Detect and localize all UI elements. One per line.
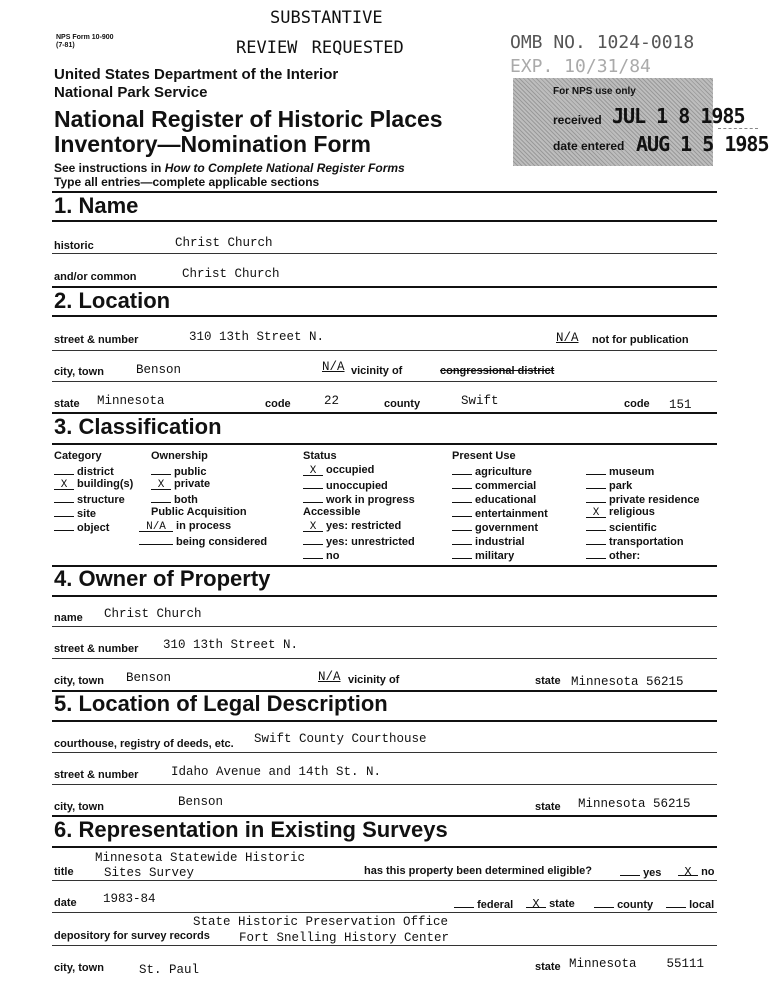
section-2-heading: 2. Location: [54, 288, 171, 313]
survey-date-label: date: [54, 897, 77, 909]
legal-city-label: city, town: [54, 801, 104, 813]
received-date: JUL 1 8 1985: [612, 104, 745, 128]
option-label: park: [606, 480, 633, 492]
field-line: [52, 658, 717, 659]
classification-option[interactable]: [303, 548, 340, 562]
street-field[interactable]: 310 13th Street N.: [189, 330, 325, 344]
vicinity-label: vicinity of: [351, 365, 403, 377]
option-label: yes: unrestricted: [323, 536, 415, 548]
state-label: state: [54, 398, 80, 410]
classification-option[interactable]: [303, 520, 401, 532]
received-label: received: [553, 113, 602, 127]
classification-option[interactable]: [139, 534, 267, 548]
section-rule: [52, 191, 717, 193]
survey-date-field[interactable]: 1983-84: [103, 892, 156, 906]
checkbox-blank: [586, 492, 606, 503]
option-label: educational: [472, 494, 537, 506]
checkbox-blank: X: [54, 479, 74, 490]
classification-option[interactable]: [303, 464, 374, 476]
legal-state-field[interactable]: Minnesota 56215: [578, 797, 691, 811]
classification-option[interactable]: [151, 464, 206, 478]
present-use-heading: Present Use: [452, 450, 516, 462]
checkbox-blank: [586, 464, 606, 475]
classification-option[interactable]: [54, 506, 96, 520]
date-entered-label: date entered: [553, 139, 625, 153]
courthouse-label: courthouse, registry of deeds, etc.: [54, 738, 234, 750]
category-heading: Category: [54, 450, 102, 462]
classification-option[interactable]: [54, 464, 114, 478]
instructions: See instructions in How to Complete National Register Forms: [54, 161, 405, 175]
checkbox-blank: [303, 492, 323, 503]
county-blank: [594, 897, 614, 908]
state-blank: X: [526, 897, 546, 908]
option-label: religious: [606, 506, 655, 518]
section-5-heading: 5. Location of Legal Description: [54, 691, 388, 716]
classification-option[interactable]: [303, 478, 388, 492]
checkbox-blank: [303, 548, 323, 559]
review-requested-stamp: REVIEW REQUESTED: [236, 38, 404, 58]
common-label: and/or common: [54, 271, 137, 283]
county-code-label: code: [624, 398, 650, 410]
state-code-field[interactable]: 22: [324, 394, 340, 408]
survey-city-label: city, town: [54, 962, 104, 974]
classification-option[interactable]: [54, 478, 133, 490]
owner-city-label: city, town: [54, 675, 104, 687]
state-field[interactable]: Minnesota: [97, 394, 165, 408]
owner-vicinity-mark[interactable]: N/A: [318, 670, 341, 684]
classification-option[interactable]: [452, 464, 532, 478]
field-line: [52, 350, 717, 351]
checkbox-blank: [303, 534, 323, 545]
status-heading: Status: [303, 450, 337, 462]
section-rule: [52, 315, 717, 317]
section-rule: [52, 720, 717, 722]
classification-option[interactable]: [586, 478, 632, 492]
option-label: unoccupied: [323, 480, 388, 492]
classification-option[interactable]: [586, 534, 684, 548]
form-title: National Register of Historic Places: [54, 106, 443, 132]
option-label: in process: [173, 520, 232, 532]
county-field[interactable]: Swift: [461, 394, 499, 408]
field-line: [52, 784, 717, 785]
agency-name: National Park Service: [54, 84, 208, 101]
margin-mark: [718, 128, 758, 129]
option-label: military: [472, 550, 515, 562]
local-option[interactable]: local: [666, 897, 714, 911]
option-label: other:: [606, 550, 641, 562]
section-rule: [52, 443, 717, 445]
field-line: [52, 945, 717, 946]
checkbox-blank: [586, 534, 606, 545]
classification-option[interactable]: [452, 506, 548, 520]
classification-option[interactable]: [452, 548, 514, 562]
checkbox-blank: [452, 520, 472, 531]
not-for-publication-label: not for publication: [592, 334, 689, 346]
legal-street-field[interactable]: Idaho Avenue and 14th St. N.: [171, 765, 382, 779]
city-field[interactable]: Benson: [136, 363, 182, 377]
classification-option[interactable]: [54, 520, 109, 534]
checkbox-blank: [54, 492, 74, 503]
public-acquisition-heading: Public Acquisition: [151, 506, 247, 518]
checkbox-blank: X: [151, 479, 171, 490]
historic-field[interactable]: Christ Church: [175, 236, 273, 250]
legal-city-field[interactable]: Benson: [178, 795, 224, 809]
classification-option[interactable]: [151, 478, 210, 490]
option-label: building(s): [74, 478, 134, 490]
classification-option[interactable]: [54, 492, 125, 506]
historic-label: historic: [54, 240, 94, 252]
legal-street-label: street & number: [54, 769, 139, 781]
option-label: site: [74, 508, 97, 520]
eligible-question: has this property been determined eligible?: [364, 865, 592, 877]
courthouse-field[interactable]: Swift County Courthouse: [254, 732, 427, 746]
checkbox-blank: N/A: [139, 521, 173, 532]
checkbox-blank: [452, 478, 472, 489]
section-6-heading: 6. Representation in Existing Surveys: [54, 817, 448, 842]
substantive-stamp: SUBSTANTIVE: [270, 8, 383, 28]
section-rule: [52, 595, 717, 597]
local-blank: [666, 897, 686, 908]
classification-option[interactable]: [586, 548, 640, 562]
option-label: being considered: [173, 536, 268, 548]
owner-name-label: name: [54, 612, 83, 624]
depository-label: depository for survey records: [54, 930, 210, 942]
classification-option[interactable]: [586, 492, 700, 506]
survey-title-label: title: [54, 866, 74, 878]
classification-option[interactable]: [303, 534, 415, 548]
form-subtitle: Inventory—Nomination Form: [54, 131, 371, 157]
owner-street-field[interactable]: 310 13th Street N.: [163, 638, 299, 652]
option-label: no: [323, 550, 340, 562]
option-label: commercial: [472, 480, 537, 492]
street-label: street & number: [54, 334, 139, 346]
option-label: public: [171, 466, 207, 478]
type-all-entries: Type all entries—complete applicable sections: [54, 175, 320, 189]
checkbox-blank: [303, 478, 323, 489]
not-for-publication-mark[interactable]: N/A: [556, 331, 579, 345]
option-label: object: [74, 522, 110, 534]
section-3-heading: 3. Classification: [54, 414, 222, 439]
option-label: district: [74, 466, 114, 478]
survey-state-field[interactable]: Minnesota 55111: [569, 957, 705, 971]
survey-state-label: state: [535, 961, 561, 973]
classification-option[interactable]: [452, 520, 538, 534]
checkbox-blank: X: [586, 507, 606, 518]
checkbox-blank: [586, 548, 606, 559]
classification-option[interactable]: [452, 534, 525, 548]
ownership-heading: Ownership: [151, 450, 208, 462]
checkbox-blank: [54, 464, 74, 475]
option-label: scientific: [606, 522, 657, 534]
checkbox-blank: [452, 464, 472, 475]
depository-line-1[interactable]: State Historic Preservation Office: [193, 915, 449, 929]
survey-title-line-2[interactable]: Sites Survey: [104, 866, 195, 880]
option-label: entertainment: [472, 508, 548, 520]
county-label: county: [384, 398, 421, 410]
option-label: transportation: [606, 536, 684, 548]
eligible-yes[interactable]: yes: [620, 865, 661, 879]
option-label: private residence: [606, 494, 700, 506]
eligible-no[interactable]: X no: [678, 865, 715, 878]
owner-name-field[interactable]: Christ Church: [104, 607, 202, 621]
section-rule: [52, 846, 717, 848]
checkbox-blank: X: [303, 465, 323, 476]
owner-vicinity-label: vicinity of: [348, 674, 400, 686]
checkbox-blank: [54, 520, 74, 531]
field-line: [52, 381, 717, 382]
checkbox-blank: [151, 464, 171, 475]
classification-option[interactable]: [586, 520, 657, 534]
congressional-district-label: congressional district: [440, 365, 555, 377]
classification-option[interactable]: [303, 492, 415, 506]
classification-option[interactable]: [139, 520, 231, 532]
nps-use-label: For NPS use only: [553, 86, 636, 97]
form-number: NPS Form 10-900 (7-81): [56, 34, 114, 49]
survey-city-field[interactable]: St. Paul: [139, 963, 200, 977]
checkbox-blank: [54, 506, 74, 517]
checkbox-blank: [452, 492, 472, 503]
field-line: [52, 880, 717, 881]
option-label: structure: [74, 494, 125, 506]
owner-state-field[interactable]: Minnesota 56215: [571, 675, 684, 689]
vicinity-mark[interactable]: N/A: [322, 360, 345, 374]
omb-number: OMB NO. 1024-0018: [510, 32, 695, 53]
classification-option[interactable]: [586, 464, 654, 478]
checkbox-blank: [586, 478, 606, 489]
no-blank: X: [678, 865, 698, 876]
option-label: government: [472, 522, 539, 534]
classification-option[interactable]: [452, 478, 536, 492]
owner-street-label: street & number: [54, 643, 139, 655]
field-line: [52, 752, 717, 753]
city-label: city, town: [54, 366, 104, 378]
accessible-heading: Accessible: [303, 506, 361, 518]
legal-state-label: state: [535, 801, 561, 813]
federal-blank: [454, 897, 474, 908]
option-label: museum: [606, 466, 655, 478]
checkbox-blank: [586, 520, 606, 531]
field-line: [52, 626, 717, 627]
section-rule: [52, 220, 717, 222]
field-line: [52, 253, 717, 254]
section-4-heading: 4. Owner of Property: [54, 566, 271, 591]
checkbox-blank: [452, 534, 472, 545]
classification-option[interactable]: [586, 506, 655, 518]
yes-blank: [620, 865, 640, 876]
option-label: yes: restricted: [323, 520, 402, 532]
checkbox-blank: [452, 506, 472, 517]
depository-line-2[interactable]: Fort Snelling History Center: [239, 931, 450, 945]
option-label: agriculture: [472, 466, 532, 478]
state-option[interactable]: X state: [526, 897, 575, 910]
department-name: United States Department of the Interior: [54, 66, 339, 83]
section-1-heading: 1. Name: [54, 193, 139, 218]
survey-title-line-1[interactable]: Minnesota Statewide Historic: [95, 851, 306, 865]
federal-option[interactable]: federal: [454, 897, 513, 911]
county-code-field[interactable]: 151: [669, 398, 692, 412]
state-code-label: code: [265, 398, 291, 410]
checkbox-blank: [452, 548, 472, 559]
option-label: work in progress: [323, 494, 415, 506]
option-label: private: [171, 478, 211, 490]
omb-expiration: EXP. 10/31/84: [510, 56, 651, 77]
checkbox-blank: X: [303, 521, 323, 532]
common-name-field[interactable]: Christ Church: [182, 267, 280, 281]
checkbox-blank: [151, 492, 171, 503]
owner-city-field[interactable]: Benson: [126, 671, 172, 685]
option-label: industrial: [472, 536, 525, 548]
classification-option[interactable]: [452, 492, 536, 506]
county-option[interactable]: county: [594, 897, 653, 911]
option-label: occupied: [323, 464, 375, 476]
option-label: both: [171, 494, 198, 506]
field-line: [52, 912, 717, 913]
classification-option[interactable]: [151, 492, 198, 506]
checkbox-blank: [139, 534, 173, 545]
owner-state-label: state: [535, 675, 561, 687]
date-entered-value: AUG 1 5 1985: [636, 132, 769, 156]
